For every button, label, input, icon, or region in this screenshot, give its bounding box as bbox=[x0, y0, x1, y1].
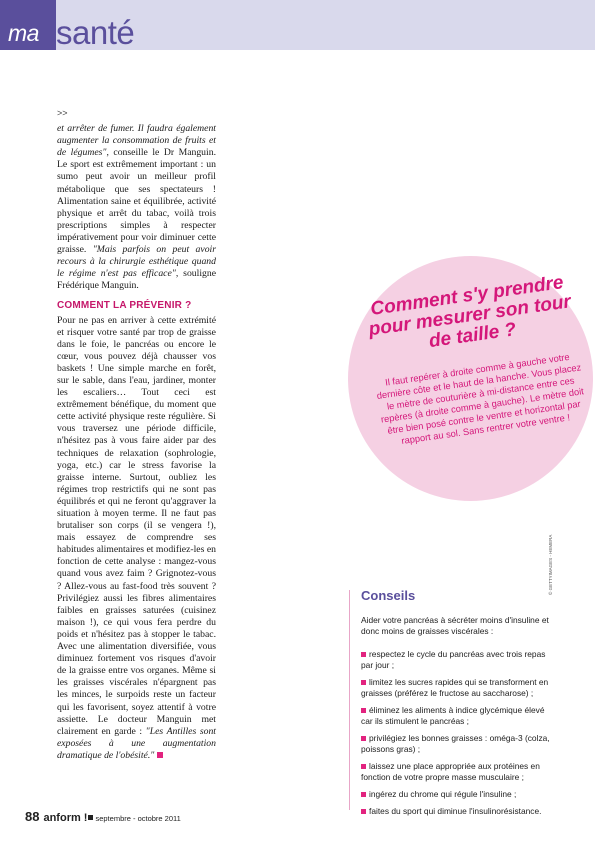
sidebar-divider bbox=[349, 590, 350, 810]
quote-text: et arrêter de fumer. Il faudra également augmenter la consommation de fruits et de légumes" bbox=[57, 123, 216, 159]
rubric-title: santé bbox=[56, 14, 135, 51]
bullet-square-icon bbox=[361, 680, 366, 685]
list-item: privilégiez les bonnes graisses : oméga-3 (colza, poissons gras) ; bbox=[361, 733, 550, 754]
bullet-square-icon bbox=[361, 792, 366, 797]
bullet-square-icon bbox=[361, 764, 366, 769]
bullet-square-icon bbox=[361, 652, 366, 657]
callout-content bbox=[361, 272, 592, 450]
page-footer bbox=[25, 808, 181, 826]
article-paragraph bbox=[57, 123, 216, 292]
bullet-square-icon bbox=[361, 708, 366, 713]
quote-text: "Les Antilles sont exposées à une augmentation dramatique de l'obésité." bbox=[57, 725, 216, 761]
conseils-intro: Aider votre pancréas à sécréter moins d'insuline et donc moins de graisses viscérales : bbox=[361, 615, 549, 636]
conseils-box bbox=[361, 590, 551, 823]
callout-title: Comment s'y prendre pour mesurer son tour de taille ? bbox=[367, 272, 573, 353]
section-subheading: COMMENT LA PRÉVENIR ? bbox=[57, 300, 192, 312]
article-paragraph bbox=[57, 315, 216, 762]
bullet-square-icon bbox=[361, 736, 366, 741]
issue-date: septembre - octobre 2011 bbox=[95, 814, 181, 823]
list-item: faites du sport qui diminue l'insulinorésistance. bbox=[361, 806, 551, 817]
body-text: , conseille le Dr Manguin. Le sport est extrêmement important : un sumo peut avoir un meilleur profil métabolique que ses spectateurs ! Alimentation saine et équilibrée, activité physique et arrêt du tabac, voilà trois prescriptions simples à respecter impérativement pour voir diminuer cette graisse. bbox=[57, 147, 216, 256]
photo-credit: © GETTYIMAGES - HEMERA bbox=[548, 534, 553, 595]
list-item: laissez une place appropriée aux protéines en fonction de votre propre masse musculaire ; bbox=[361, 761, 540, 782]
quote-text: "Mais parfois on peut avoir recours à la chirurgie esthétique quand le régime n'est pas efficace" bbox=[57, 244, 216, 280]
body-text: , souligne Frédérique Manguin. bbox=[57, 268, 216, 292]
rubric-prefix: ma bbox=[8, 20, 39, 46]
magazine-name: anform ! bbox=[43, 812, 88, 824]
conseils-title: Conseils bbox=[361, 588, 416, 603]
bullet-square-icon bbox=[361, 809, 366, 814]
callout-body: Il faut repérer à droite comme à gauche votre dernière côte et le haut de la hanche. Vous placez le mètre de couturière à mi-distance entre ces repères (à droite comme à gauche). Le mètre doit être bien posé contre le ventre et horizontal par rapport au sol. Sans rentrer votre ventre ! bbox=[376, 351, 585, 446]
page-number: 88 bbox=[25, 809, 40, 824]
body-text: Pour ne pas en arriver à cette extrémité et risquer votre santé par trop de graisse dans le foie, le pancréas ou encore le cœur, vous pouvez déjà chausser vos baskets ! Une simple marche en forêt, sur le sable, dans l'eau, jardiner, monter les escaliers… Tout ceci est extrêmement bénéfique, du moment que cette activité physique reste régulière. Si vous traversez une période difficile, n'hésitez pas à vous faire aider par des techniques de relaxation (sophrologie, yoga, etc.) car le stress favorise la graisse interne. Surtout, oubliez les régimes trop restrictifs qui ne sont pas équilibrés et qui ne feront qu'aggraver la situation à moyen terme. Il ne faut pas brutaliser son corps (il se vengera !), mais essayez de comprendre ses habitudes alimentaires et modifiez-les en fonction de cette analyse : mangez-vous quand vous avez faim ? Grignotez-vous ? Allez-vous au fast-food très souvent ? Privilégiez aussi les fibres alimentaires faibles en graisses saturées (cuisinez maison !), ce qui vous fera perdre du poids et n'hésitez pas à stopper le tabac. Avec une alimentation diversifiée, vous diminuez fortement vos risques d'avoir de la graisse entre vos organes. Même si les graisses viscérales n'épargnent pas les minces, le surpoids reste un facteur qui les favorisent, soyez attentif à votre assiette. Le docteur Manguin met clairement en garde : bbox=[57, 314, 216, 737]
conseils-list bbox=[361, 649, 551, 817]
list-item: respectez le cycle du pancréas avec trois repas par jour ; bbox=[361, 649, 546, 670]
footer-square-icon bbox=[88, 815, 93, 820]
end-of-article-square-icon bbox=[157, 752, 163, 758]
continuation-marker: >> bbox=[57, 108, 68, 118]
list-item: limitez les sucres rapides qui se transforment en graisses (préférez le fructose au saccharose) ; bbox=[361, 677, 549, 698]
article-column bbox=[57, 107, 216, 762]
list-item: ingérez du chrome qui régule l'insuline ; bbox=[361, 789, 551, 800]
list-item: éliminez les aliments à indice glycémique élevé car ils stimulent le pancréas ; bbox=[361, 705, 545, 726]
